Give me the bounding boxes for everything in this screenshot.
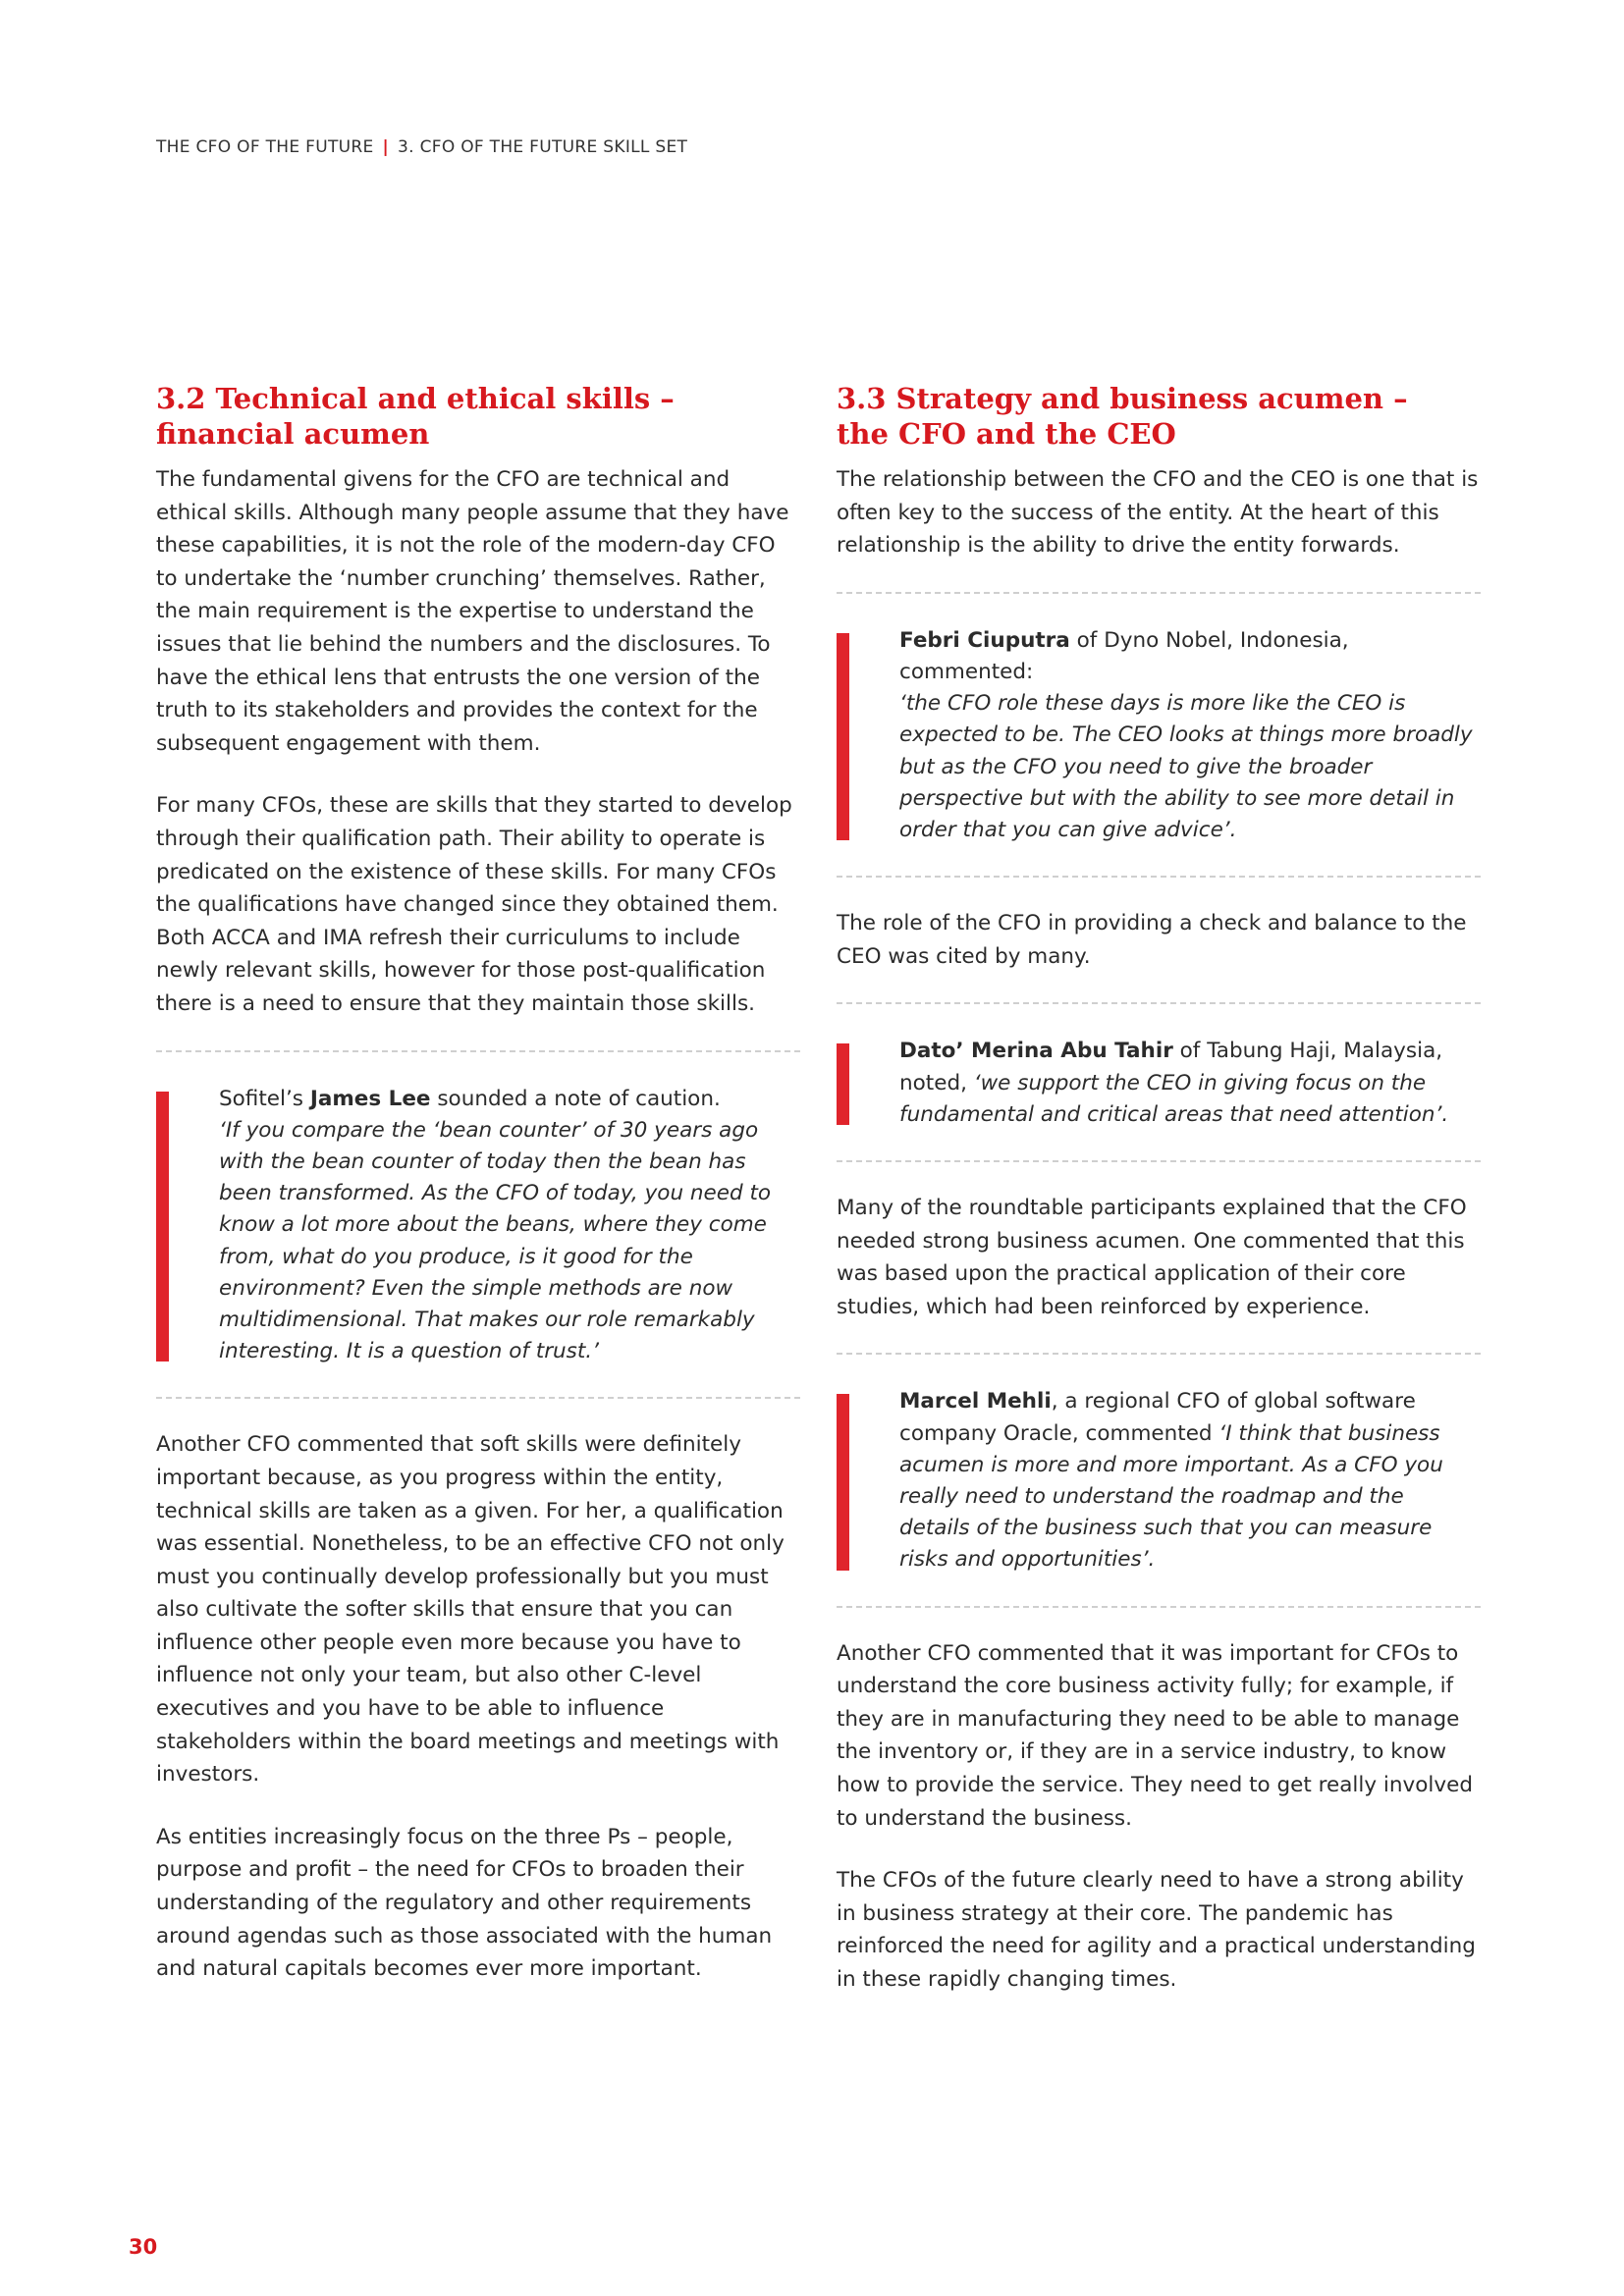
pull-quote	[837, 1386, 1481, 1575]
quote-speaker: James Lee	[309, 1086, 431, 1111]
paragraph: The relationship between the CFO and the CEO is one that is often key to the success of the entity. At the heart of this relationship is the ability to drive the entity forwards.	[837, 467, 1479, 559]
quote-accent-bar	[837, 1043, 849, 1125]
heading-line-2: the CFO and the CEO	[837, 417, 1176, 451]
paragraph: As entities increasingly focus on the three Ps – people, purpose and profit – the need for CFOs to broaden their understanding of the regulatory and other requirements around agendas such as those associated with the human and natural capitals becomes ever more important.	[156, 1824, 773, 1982]
quote-accent-bar	[837, 1394, 849, 1570]
pull-quote	[837, 1036, 1481, 1131]
paragraph: The fundamental givens for the CFO are technical and ethical skills. Although many people assume that they have these capabilities, it is not the role of the modern-day CFO to undertake the ‘number crunching’ themselves. Rather, the main requirement is the expertise to understand the issues that lie behind the numbers and the disclosures. To have the ethical lens that entrusts the one version of the truth to its stakeholders and provides the context for the subsequent engagement with them.	[156, 467, 789, 756]
heading-line-1: 3.3 Strategy and business acumen –	[837, 382, 1408, 415]
section-heading-3-2	[156, 381, 800, 452]
quote-text: ‘If you compare the ‘bean counter’ of 30 years ago with the bean counter of today then the bean has been transformed. As the CFO of today, you need to know a lot more about the beans, where they come from, what do you produce, is it good for the environment? Even the simple methods are now multidimensional. That makes our role remarkably interesting. It is a question of trust.’	[219, 1117, 772, 1364]
header-doc-title: THE CFO OF THE FUTURE	[156, 137, 374, 157]
section-heading-3-3	[837, 381, 1481, 452]
quote-intro-end: of Tabung Haji, Malaysia, noted,	[899, 1039, 1443, 1095]
quote-text: ‘we support the CEO in giving focus on the fundamental and critical areas that need attention’.	[899, 1070, 1449, 1127]
pull-quote	[837, 625, 1481, 846]
pull-quote	[156, 1084, 800, 1368]
quote-accent-bar	[156, 1092, 169, 1362]
quote-block	[837, 594, 1481, 876]
quote-intro-end: sounded a note of caution.	[430, 1086, 721, 1111]
dashed-divider	[837, 1160, 1481, 1162]
quote-block	[837, 1004, 1481, 1160]
header-section: 3. CFO OF THE FUTURE SKILL SET	[398, 137, 688, 157]
quote-text: ‘I think that business acumen is more and more important. As a CFO you really need to understand the roadmap and the details of the business such that you can measure risks and opportunities’.	[899, 1420, 1443, 1573]
quote-speaker: Marcel Mehli	[899, 1389, 1052, 1415]
page-number: 30	[129, 2235, 158, 2259]
dashed-divider	[837, 876, 1481, 878]
paragraph: Another CFO commented that it was important for CFOs to understand the core business activity fully; for example, if they are in manufacturing they need to be able to manage the inventory or, if they are in a service industry, to know how to provide the service. They need to get really involved to understand the business.	[837, 1640, 1473, 1831]
paragraph: The role of the CFO in providing a check and balance to the CEO was cited by many.	[837, 911, 1467, 969]
running-header	[156, 137, 687, 157]
quote-intro-end: , a regional CFO of global software company Oracle, commented	[899, 1389, 1416, 1446]
quote-block	[837, 1355, 1481, 1605]
heading-line-1: 3.2 Technical and ethical skills –	[156, 382, 675, 415]
dashed-divider	[837, 1606, 1481, 1608]
dashed-divider	[156, 1397, 800, 1399]
heading-line-2: financial acumen	[156, 417, 430, 451]
paragraph: Many of the roundtable participants explained that the CFO needed strong business acumen. One commented that this was based upon the practical application of their core studies, which had been reinforced by experience.	[837, 1196, 1467, 1319]
paragraph: For many CFOs, these are skills that they started to develop through their qualification path. Their ability to operate is predicated on the existence of these skills. For many CFOs the qualifications have changed since they obtained them. Both ACCA and IMA refresh their curriculums to include newly relevant skills, however for those post-qualification there is a need to ensure that they maintain those skills.	[156, 793, 792, 1016]
quote-speaker: Dato’ Merina Abu Tahir	[899, 1039, 1173, 1064]
quote-text: ‘the CFO role these days is more like the CEO is expected to be. The CEO looks at things more broadly but as the CFO you need to give the broader perspective but with the ability to see more detail in order that you can give advice’.	[899, 691, 1473, 842]
right-column	[837, 381, 1481, 2026]
quote-intro: Sofitel’s	[219, 1086, 310, 1111]
paragraph: Another CFO commented that soft skills were definitely important because, as you progress within the entity, technical skills are taken as a given. For her, a qualification was essential. Nonetheless, to be an effective CFO not only must you continually develop professionally but you must also cultivate the softer skills that ensure that you can influence other people even more because you have to influence not only your team, but also other C-level executives and you have to be able to influence stakeholders within the board meetings and meetings with investors.	[156, 1432, 785, 1788]
quote-speaker: Febri Ciuputra	[899, 627, 1070, 653]
quote-intro-end: of Dyno Nobel, Indonesia, commented:	[899, 627, 1349, 684]
header-separator: |	[382, 137, 390, 157]
quote-accent-bar	[837, 633, 849, 840]
quote-block	[156, 1052, 800, 1398]
paragraph: The CFOs of the future clearly need to have a strong ability in business strategy at their core. The pandemic has reinforced the need for agility and a practical understanding in these rapidly changing times.	[837, 1868, 1476, 1992]
left-column	[156, 381, 800, 2015]
